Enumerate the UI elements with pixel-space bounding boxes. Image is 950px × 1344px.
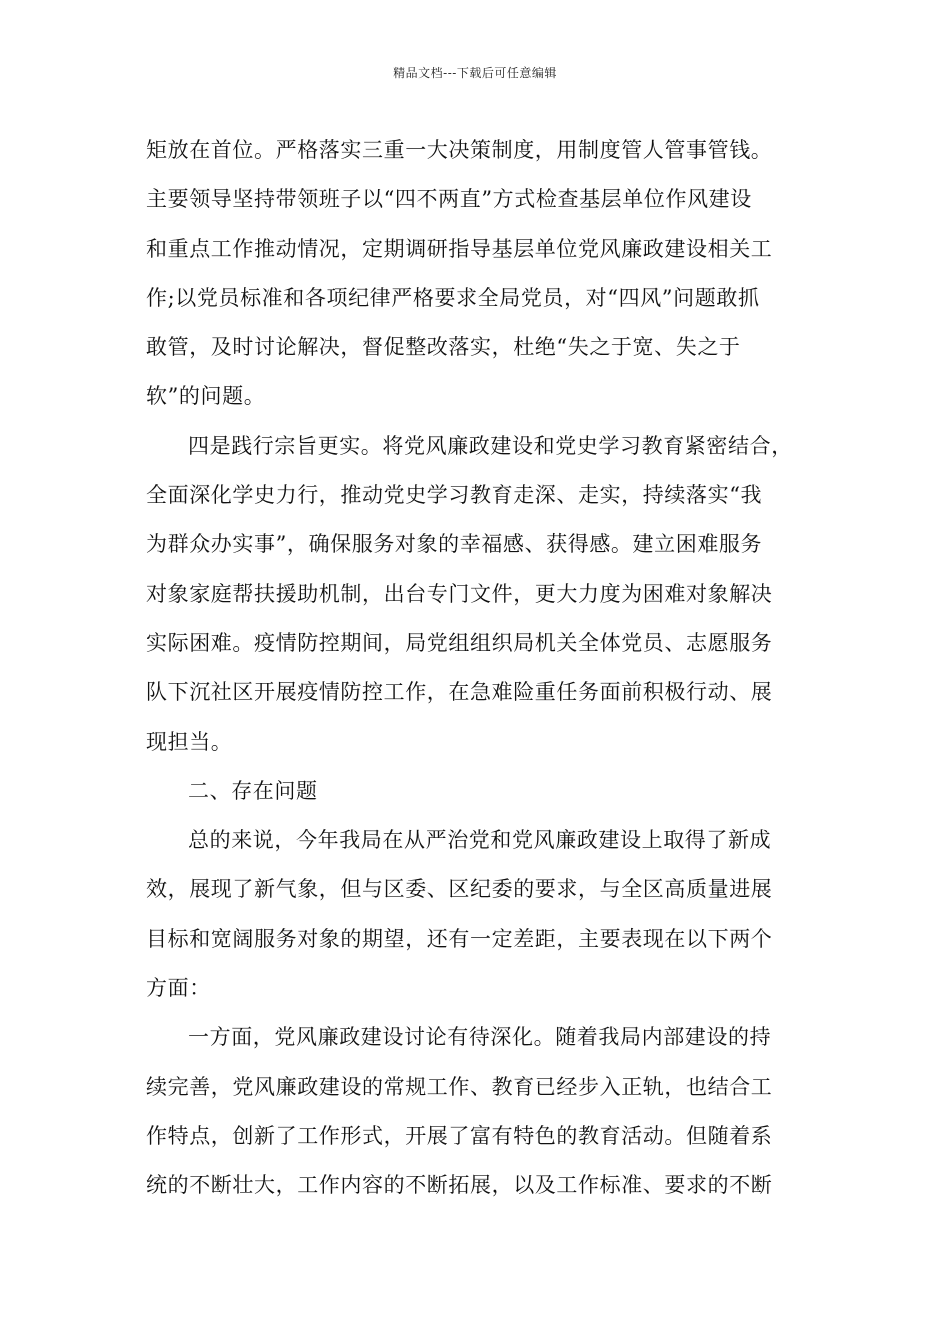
text-line: 为群众办实事”，确保服务对象的幸福感、获得感。建立困难服务 [146,532,763,557]
text-line: 统的不断壮大，工作内容的不断拓展，以及工作标准、要求的不断 [146,1173,773,1198]
text-line: 目标和宽阔服务对象的期望，还有一定差距，主要表现在以下两个 [146,926,773,951]
text-line: 作;以党员标准和各项纪律严格要求全局党员，对“四风”问题敢抓 [146,285,760,310]
section-heading: 二、存在问题 [188,778,318,803]
text-line: 作特点，创新了工作形式，开展了富有特色的教育活动。但随着系 [146,1123,773,1148]
text-line: 实际困难。疫情防控期间，局党组组织局机关全体党员、志愿服务 [146,630,773,655]
paragraph-start-line: 一方面，党风廉政建设讨论有待深化。随着我局内部建设的持 [188,1025,772,1050]
text-line: 全面深化学史力行，推动党史学习教育走深、走实，持续落实“我 [146,483,763,508]
page-header: 精品文档---下载后可任意编辑 [393,66,557,80]
text-line: 方面： [146,976,211,1001]
document-body [146,126,820,1211]
text-line: 队下沉社区开展疫情防控工作，在急难险重任务面前积极行动、展 [146,680,773,705]
paragraph-start-line: 四是践行宗旨更实。将党风廉政建设和党史学习教育紧密结合， [188,433,793,458]
text-line: 对象家庭帮扶援助机制，出台专门文件，更大力度为困难对象解决 [146,581,773,606]
text-line: 和重点工作推动情况，定期调研指导基层单位党风廉政建设相关工 [146,236,773,261]
text-line: 软”的问题。 [146,384,266,409]
text-line: 敢管，及时讨论解决，督促整改落实，杜绝“失之于宽、失之于 [146,335,741,360]
text-line: 效，展现了新气象，但与区委、区纪委的要求，与全区高质量进展 [146,877,773,902]
paragraph-start-line: 总的来说，今年我局在从严治党和党风廉政建设上取得了新成 [188,828,772,853]
text-line: 续完善，党风廉政建设的常规工作、教育已经步入正轨，也结合工 [146,1074,773,1099]
text-line: 矩放在首位。严格落实三重一大决策制度，用制度管人管事管钱。 [146,138,773,162]
text-line: 主要领导坚持带领班子以“四不两直”方式检查基层单位作风建设 [146,187,752,212]
text-line: 现担当。 [146,729,233,754]
